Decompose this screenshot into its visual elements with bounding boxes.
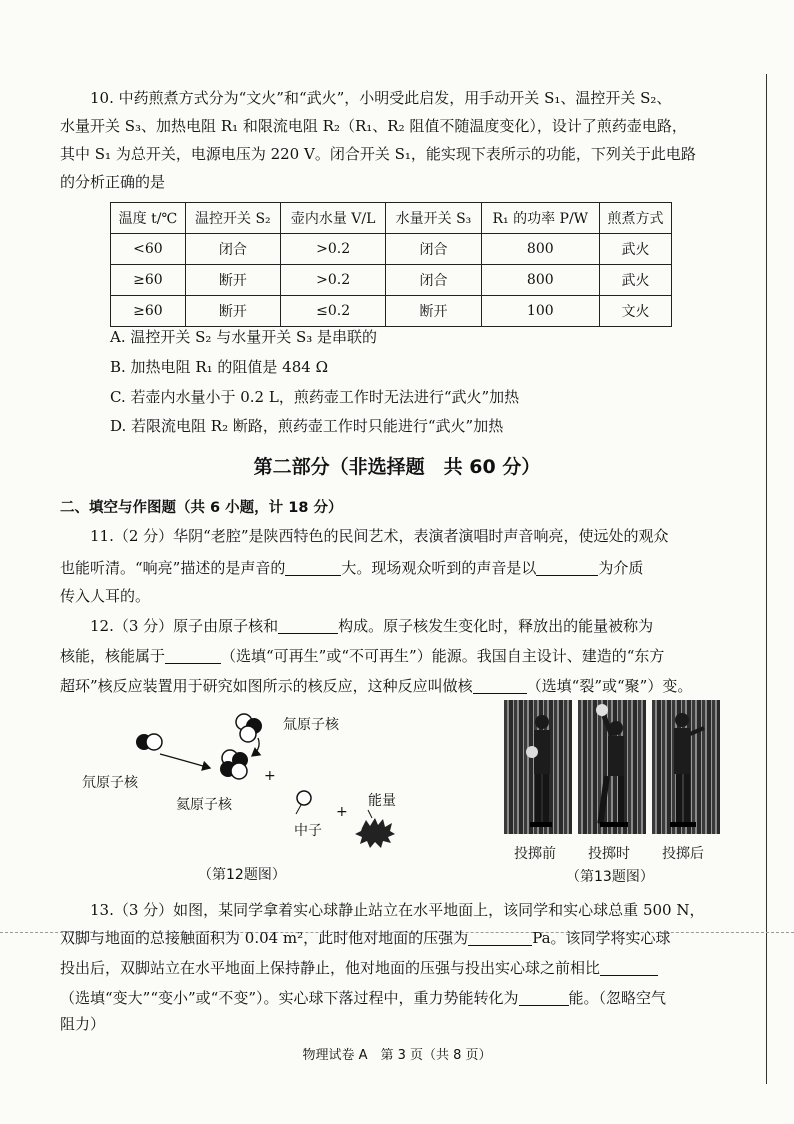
table-cell: 武火 [600, 234, 672, 265]
plus-sign: + [264, 768, 276, 784]
helium-nucleus-icon [220, 750, 248, 779]
answer-blank[interactable] [600, 957, 658, 976]
q11-line-2 [60, 554, 728, 582]
q13-line-5: 阻力） [60, 1015, 106, 1033]
q12-text: （选填“裂”或“聚”）变。 [526, 677, 693, 695]
table-cell: 800 [481, 234, 600, 265]
q12-line-3 [60, 672, 728, 700]
q11-line-3: 传入人耳的。 [60, 587, 151, 605]
reaction-arrow [160, 754, 210, 768]
answer-blank[interactable] [278, 615, 338, 634]
answer-blank[interactable] [519, 987, 569, 1006]
q11-text: 为介质 [598, 559, 644, 577]
q13-text: 双脚与地面的总接触面积为 0.04 m²，此时他对地面的压强为 [60, 929, 469, 947]
table-header: 温度 t/℃ [111, 203, 186, 234]
table-cell: ≥60 [111, 296, 186, 327]
deuterium-nucleus-icon [136, 734, 162, 750]
label-before-throw: 投掷前 [514, 846, 556, 862]
table-cell: 800 [481, 265, 600, 296]
table-header-row [111, 203, 672, 234]
q12-text: 12.（3 分）原子由原子核和 [90, 617, 279, 635]
table-row [111, 296, 672, 327]
tritium-nucleus-icon [236, 714, 262, 742]
q13-line-3 [60, 954, 728, 982]
q13-text: 投出后，双脚站立在水平地面上保持静止，他对地面的压强与投出实心球之前相比 [60, 959, 601, 977]
q13-text: （选填“变大”“变小”或“不变”）。实心球下落过程中，重力势能转化为 [60, 989, 519, 1007]
table-cell: ≤0.2 [280, 296, 386, 327]
q12-line-1 [60, 612, 728, 640]
q12-text: （选填“可再生”或“不可再生”）能源。我国自主设计、建造的“东方 [221, 647, 665, 665]
q11-line-1: 11.（2 分）华阴“老腔”是陕西特色的民间艺术，表演者演唱时声音响亮，使远处的观众 [90, 527, 669, 545]
q12-text: 超环”核反应装置用于研究如图所示的核反应，这种反应叫做核 [60, 677, 473, 695]
table-row [111, 234, 672, 265]
table-cell: >0.2 [280, 265, 386, 296]
answer-blank[interactable] [468, 927, 532, 946]
fig13-caption: （第13题图） [566, 869, 654, 885]
leader-line [296, 805, 301, 814]
q10-table [110, 202, 672, 327]
q12-text: 构成。原子核发生变化时，释放出的能量被称为 [338, 617, 654, 635]
table-header: 温控开关 S₂ [185, 203, 280, 234]
table-cell: 断开 [185, 296, 280, 327]
label-deuterium: 氘原子核 [82, 775, 138, 791]
q10-line-3: 其中 S₁ 为总开关，电源电压为 220 V。闭合开关 S₁，能实现下表所示的功能，下列关于此电路 [60, 145, 696, 163]
table-cell: 闭合 [386, 265, 481, 296]
photo-after-throw [652, 700, 720, 834]
photo-before-throw [504, 700, 572, 834]
q10-option-c: C. 若壶内水量小于 0.2 L，煎药壶工作时无法进行“武火”加热 [110, 388, 520, 406]
answer-blank[interactable] [165, 645, 221, 664]
photo-during-throw [578, 700, 646, 834]
q10-option-b: B. 加热电阻 R₁ 的阻值是 484 Ω [110, 358, 329, 376]
q12-text: 核能，核能属于 [60, 647, 166, 665]
q13-line-2 [60, 924, 728, 952]
q13-text: Pa。该同学将实心球 [532, 929, 671, 947]
q11-text: 也能听清。“响亮”描述的是声音的 [60, 559, 286, 577]
q12-line-2 [60, 642, 728, 670]
energy-burst-icon [355, 810, 395, 848]
label-after-throw: 投掷后 [662, 846, 704, 862]
q13-line-1: 13.（3 分）如图，某同学拿着实心球静止站立在水平地面上，该同学和实心球总重 500 N， [90, 901, 705, 919]
fig12-caption: （第12题图） [198, 867, 286, 883]
label-during-throw: 投掷时 [588, 846, 630, 862]
table-cell: 闭合 [386, 234, 481, 265]
q11-text: 大。现场观众听到的声音是以 [341, 559, 537, 577]
table-cell: 武火 [600, 265, 672, 296]
label-tritium: 氚原子核 [283, 717, 339, 733]
answer-blank[interactable] [285, 557, 341, 576]
label-helium: 氦原子核 [176, 797, 232, 813]
table-cell: ≥60 [111, 265, 186, 296]
answer-blank[interactable] [536, 557, 598, 576]
q10-option-d: D. 若限流电阻 R₂ 断路，煎药壶工作时只能进行“武火”加热 [110, 417, 504, 435]
label-energy: 能量 [368, 793, 396, 809]
page-footer: 物理试卷 A 第 3 页（共 8 页） [302, 1048, 492, 1063]
answer-blank[interactable] [473, 675, 527, 694]
table-cell: >0.2 [280, 234, 386, 265]
q10-line-4: 的分析正确的是 [60, 173, 166, 191]
table-header: 水量开关 S₃ [386, 203, 481, 234]
q10-line-2: 水量开关 S₃、加热电阻 R₁ 和限流电阻 R₂（R₁、R₂ 阻值不随温度变化），设计了煎药壶电路， [60, 117, 687, 135]
table-cell: <60 [111, 234, 186, 265]
table-cell: 断开 [386, 296, 481, 327]
table-header: 煎煮方式 [600, 203, 672, 234]
table-cell: 闭合 [185, 234, 280, 265]
table-cell: 断开 [185, 265, 280, 296]
q13-line-4 [60, 984, 728, 1012]
neutron-icon [297, 791, 311, 805]
plus-sign: + [336, 804, 348, 820]
q13-text: 能。（忽略空气 [568, 989, 667, 1007]
table-header: R₁ 的功率 P/W [481, 203, 600, 234]
q10-line-1: 10. 中药煎煮方式分为“文火”和“武火”，小明受此启发，用手动开关 S₁、温控开关 S₂、 [90, 89, 672, 107]
fig12-diagram [72, 700, 420, 854]
part2-title: 第二部分（非选择题 共 60 分） [253, 456, 541, 478]
table-cell: 100 [481, 296, 600, 327]
table-cell: 文火 [600, 296, 672, 327]
table-header: 壶内水量 V/L [280, 203, 386, 234]
label-neutron: 中子 [294, 823, 322, 839]
table-row [111, 265, 672, 296]
section2-title: 二、填空与作图题（共 6 小题，计 18 分） [60, 500, 343, 516]
q10-option-a: A. 温控开关 S₂ 与水量开关 S₃ 是串联的 [110, 328, 378, 346]
